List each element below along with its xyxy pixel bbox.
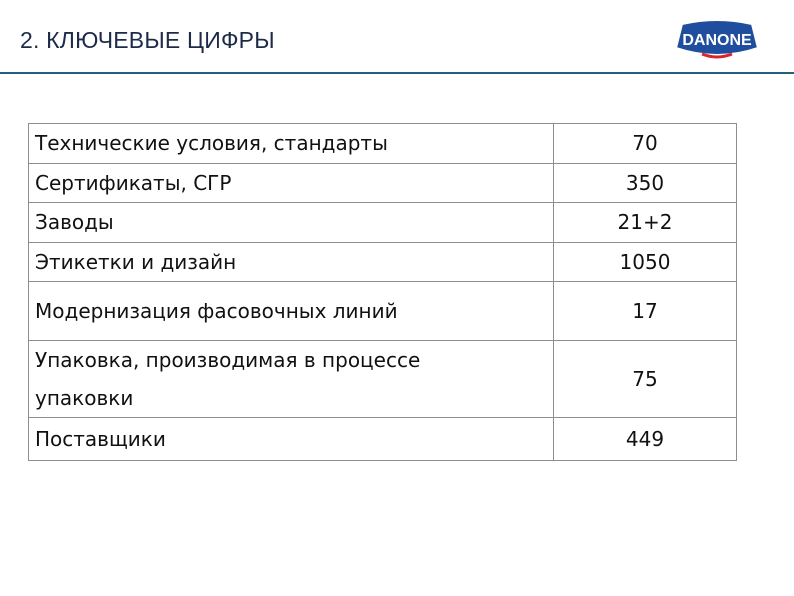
value-cell	[554, 124, 737, 164]
label-cell	[29, 242, 554, 282]
value-cell: 17	[554, 282, 737, 341]
row-label-line-1: Упаковка, производимая в процессе	[35, 348, 421, 372]
slide-title: 2. КЛЮЧЕВЫЕ ЦИФРЫ	[20, 27, 275, 53]
value-cell: 75	[554, 341, 737, 418]
table-row	[29, 341, 737, 418]
row-label: Заводы	[35, 210, 114, 234]
table-row	[29, 124, 737, 164]
label-cell	[29, 124, 554, 164]
row-label: Сертификаты, СГР	[35, 170, 232, 195]
svg-text:DANONE: DANONE	[682, 32, 752, 49]
table-row	[29, 418, 737, 461]
header-rule	[0, 72, 794, 74]
value-cell: 449	[554, 418, 737, 461]
key-figures-table	[28, 123, 737, 461]
label-cell: Поставщики	[29, 418, 554, 461]
table-row	[29, 203, 737, 243]
value-cell	[554, 203, 737, 243]
row-value: 21+2	[617, 210, 673, 234]
table-row	[29, 242, 737, 282]
table-row	[29, 163, 737, 203]
row-label: Этикетки и дизайн	[35, 249, 237, 274]
danone-logo	[672, 18, 762, 60]
table-row	[29, 282, 737, 341]
value-cell	[554, 163, 737, 203]
row-value: 1050	[619, 249, 671, 274]
row-label-line-2: упаковки	[35, 386, 134, 410]
label-cell	[29, 163, 554, 203]
row-label: Технические условия, стандарты	[35, 131, 388, 155]
row-value: 70	[632, 131, 658, 155]
row-value: 350	[625, 170, 665, 195]
value-cell	[554, 242, 737, 282]
label-cell: Модернизация фасовочных линий	[29, 282, 554, 341]
label-cell	[29, 203, 554, 243]
label-cell	[29, 341, 554, 418]
